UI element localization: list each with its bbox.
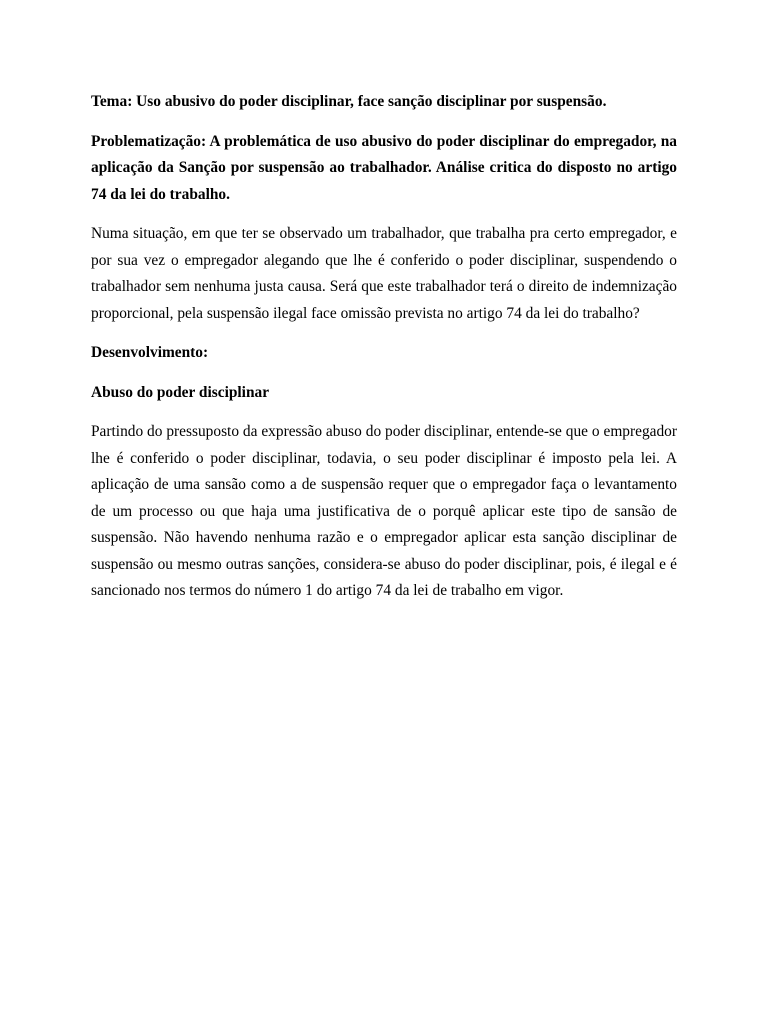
tema-paragraph: Tema: Uso abusivo do poder disciplinar, face sanção disciplinar por suspensão.: [91, 93, 607, 110]
section-body-paragraph: Partindo do pressuposto da expressão abuso do poder disciplinar, entende-se que o empregador lhe é conferido o poder disciplinar, todavia, o seu poder disciplinar é imposto pela lei. A aplicação de uma sansão como a de suspensão requer que o empregador faça o levantamento de um processo ou que haja uma justificativa de o porquê aplicar este tipo de sansão de suspensão. Não havendo nenhuma razão e o empregador aplicar esta sanção disciplinar de suspensão ou mesmo outras sanções, considera-se abuso do poder disciplinar, pois, é ilegal e é sancionado nos termos do número 1 do artigo 74 da lei de trabalho em vigor.: [91, 423, 677, 599]
problematizacao-paragraph: Problematização: A problemática de uso abusivo do poder disciplinar do empregador, na aplicação da Sanção por suspensão ao trabalhador. Análise critica do disposto no artigo 74 da lei do trabalho.: [91, 132, 677, 203]
desenvolvimento-heading: Desenvolvimento:: [91, 344, 209, 361]
intro-paragraph: Numa situação, em que ter se observado um trabalhador, que trabalha pra certo empregador, e por sua vez o empregador alegando que lhe é conferido o poder disciplinar, suspendendo o trabalhador sem nenhuma justa causa. Será que este trabalhador terá o direito de indemnização proporcional, pela suspensão ilegal face omissão prevista no artigo 74 da lei do trabalho?: [91, 225, 677, 322]
document-page: [91, 89, 677, 618]
section-heading: Abuso do poder disciplinar: [91, 383, 270, 401]
